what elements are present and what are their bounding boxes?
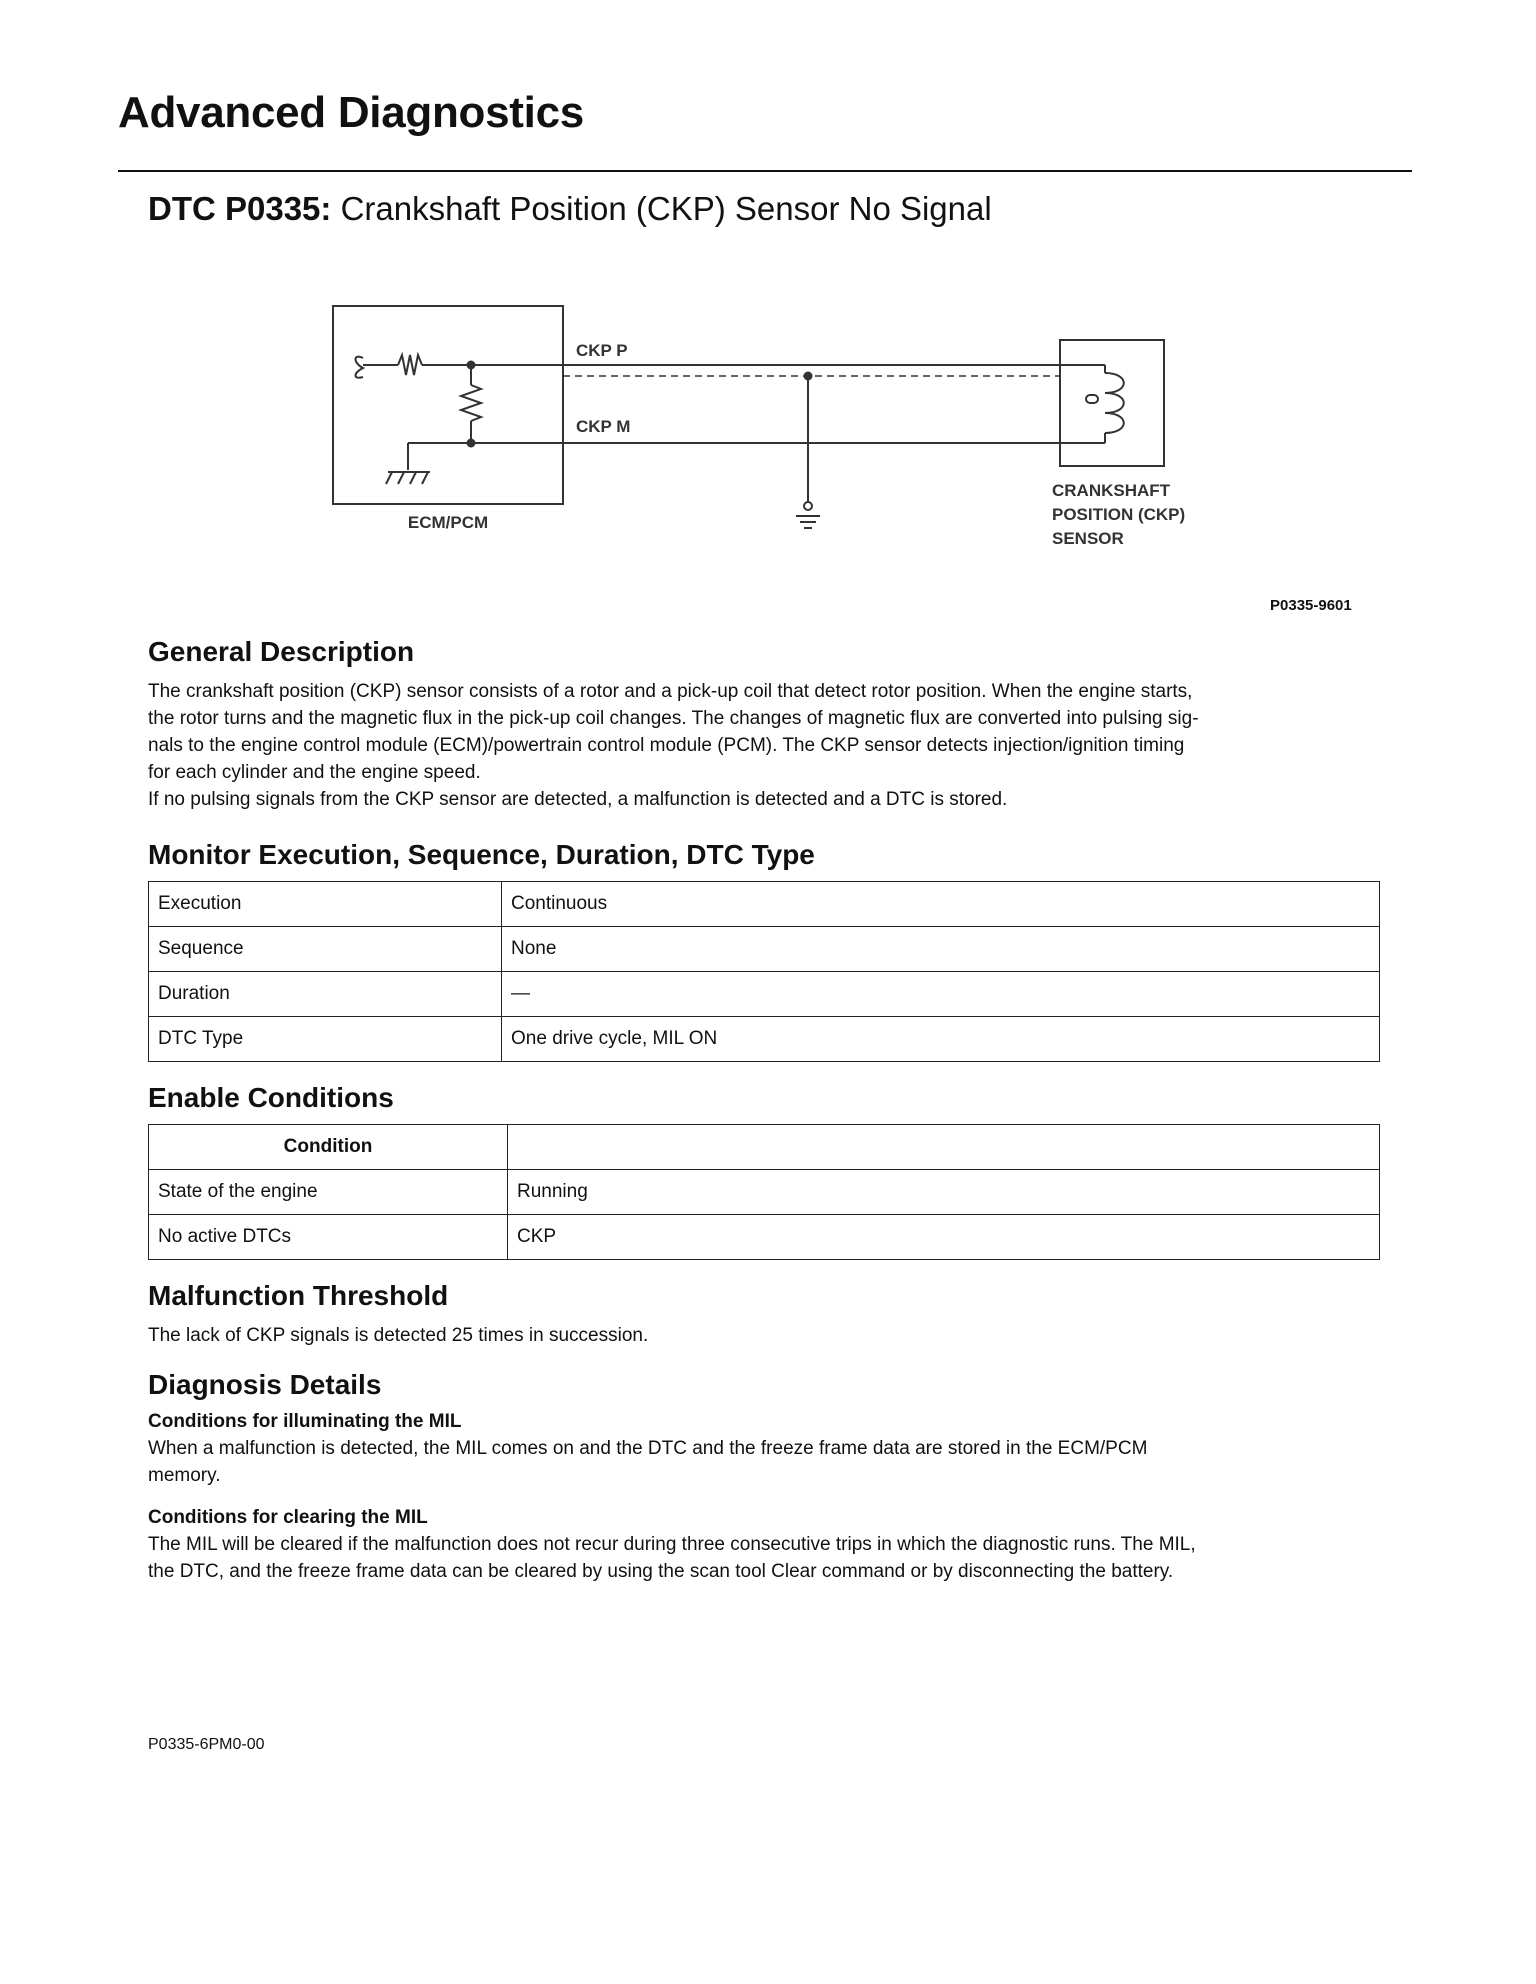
table-header-row <box>149 1125 1380 1170</box>
sensor-label-3: SENSOR <box>1052 529 1124 548</box>
ecm-box <box>333 306 563 504</box>
content-body <box>148 636 1380 1585</box>
sensor-label-1: CRANKSHAFT <box>1052 481 1171 500</box>
general-description-line-2: the rotor turns and the magnetic flux in the pick-up coil changes. The changes of magnetic flux are converted into pulsing sig- <box>148 708 1199 729</box>
sensor-box <box>1060 340 1164 466</box>
table-cell-value: — <box>502 972 1380 1017</box>
table-row <box>149 1017 1380 1062</box>
junction-dot <box>804 372 813 381</box>
table-row <box>149 972 1380 1017</box>
wire-label-ckp-p: CKP P <box>576 341 628 360</box>
sensor-label-2: POSITION (CKP) <box>1052 505 1186 524</box>
figure-id: P0335-9601 <box>1270 597 1352 614</box>
title-divider <box>118 170 1412 172</box>
junction-dot <box>467 439 476 448</box>
general-description-line-3: nals to the engine control module (ECM)/powertrain control module (PCM). The CKP sensor detects injection/ignition timing <box>148 735 1185 756</box>
monitor-table <box>148 881 1380 1062</box>
table-cell-label: DTC Type <box>149 1017 502 1062</box>
diagnosis-details-heading: Diagnosis Details <box>148 1369 382 1400</box>
enable-conditions-heading: Enable Conditions <box>148 1082 394 1113</box>
table-header-condition: Condition <box>149 1125 508 1170</box>
illuminating-mil-line-1: When a malfunction is detected, the MIL comes on and the DTC and the freeze frame data are stored in the ECM/PCM <box>148 1438 1148 1459</box>
illuminating-mil-heading: Conditions for illuminating the MIL <box>148 1411 462 1432</box>
clearing-mil-line-2: the DTC, and the freeze frame data can be cleared by using the scan tool Clear command or by disconnecting the battery. <box>148 1561 1174 1582</box>
page-title: Advanced Diagnostics <box>118 88 584 137</box>
malfunction-threshold-text: The lack of CKP signals is detected 25 times in succession. <box>148 1325 649 1346</box>
dtc-code: DTC P0335: <box>148 190 332 227</box>
dtc-heading <box>148 190 992 228</box>
ecm-label: ECM/PCM <box>407 513 489 532</box>
enable-conditions-table <box>148 1124 1380 1260</box>
table-cell-label: Duration <box>149 972 502 1017</box>
general-description-line-5: If no pulsing signals from the CKP sensor are detected, a malfunction is detected and a DTC is stored. <box>148 789 1008 810</box>
illuminating-mil-line-2: memory. <box>148 1465 221 1486</box>
table-cell-value: One drive cycle, MIL ON <box>502 1017 1380 1062</box>
monitor-heading: Monitor Execution, Sequence, Duration, DTC Type <box>148 839 815 870</box>
ckp-wiring-diagram <box>300 290 1220 580</box>
table-cell-value: None <box>502 927 1380 972</box>
resistor-icon <box>398 355 422 375</box>
pickup-coil-icon <box>1105 373 1124 433</box>
table-cell-label: State of the engine <box>149 1170 508 1215</box>
shield-ground-icon <box>804 502 812 510</box>
general-description-heading: General Description <box>148 636 415 667</box>
clearing-mil-heading: Conditions for clearing the MIL <box>148 1507 428 1528</box>
table-cell-label: Execution <box>149 882 502 927</box>
table-header-empty <box>508 1125 1380 1170</box>
general-description-line-4: for each cylinder and the engine speed. <box>148 762 481 783</box>
table-row <box>149 1170 1380 1215</box>
malfunction-threshold-heading: Malfunction Threshold <box>148 1280 449 1311</box>
table-row <box>149 882 1380 927</box>
table-row <box>149 1215 1380 1260</box>
junction-dot <box>467 361 476 370</box>
wire-label-ckp-m: CKP M <box>576 417 631 436</box>
signal-source-icon <box>356 357 364 378</box>
pull-resistor-icon <box>461 385 481 421</box>
table-cell-label: No active DTCs <box>149 1215 508 1260</box>
footer-doc-id: P0335-6PM0-00 <box>148 1736 265 1753</box>
table-cell-value: CKP <box>508 1215 1380 1260</box>
general-description-line-1: The crankshaft position (CKP) sensor consists of a rotor and a pick-up coil that detect rotor position. When the engine starts, <box>148 681 1193 702</box>
table-cell-value: Running <box>508 1170 1380 1215</box>
table-cell-value: Continuous <box>502 882 1380 927</box>
dtc-title: Crankshaft Position (CKP) Sensor No Signal <box>340 190 992 227</box>
clearing-mil-line-1: The MIL will be cleared if the malfunction does not recur during three consecutive trips in which the diagnostic runs. The MIL, <box>148 1534 1196 1555</box>
table-cell-label: Sequence <box>149 927 502 972</box>
table-row <box>149 927 1380 972</box>
